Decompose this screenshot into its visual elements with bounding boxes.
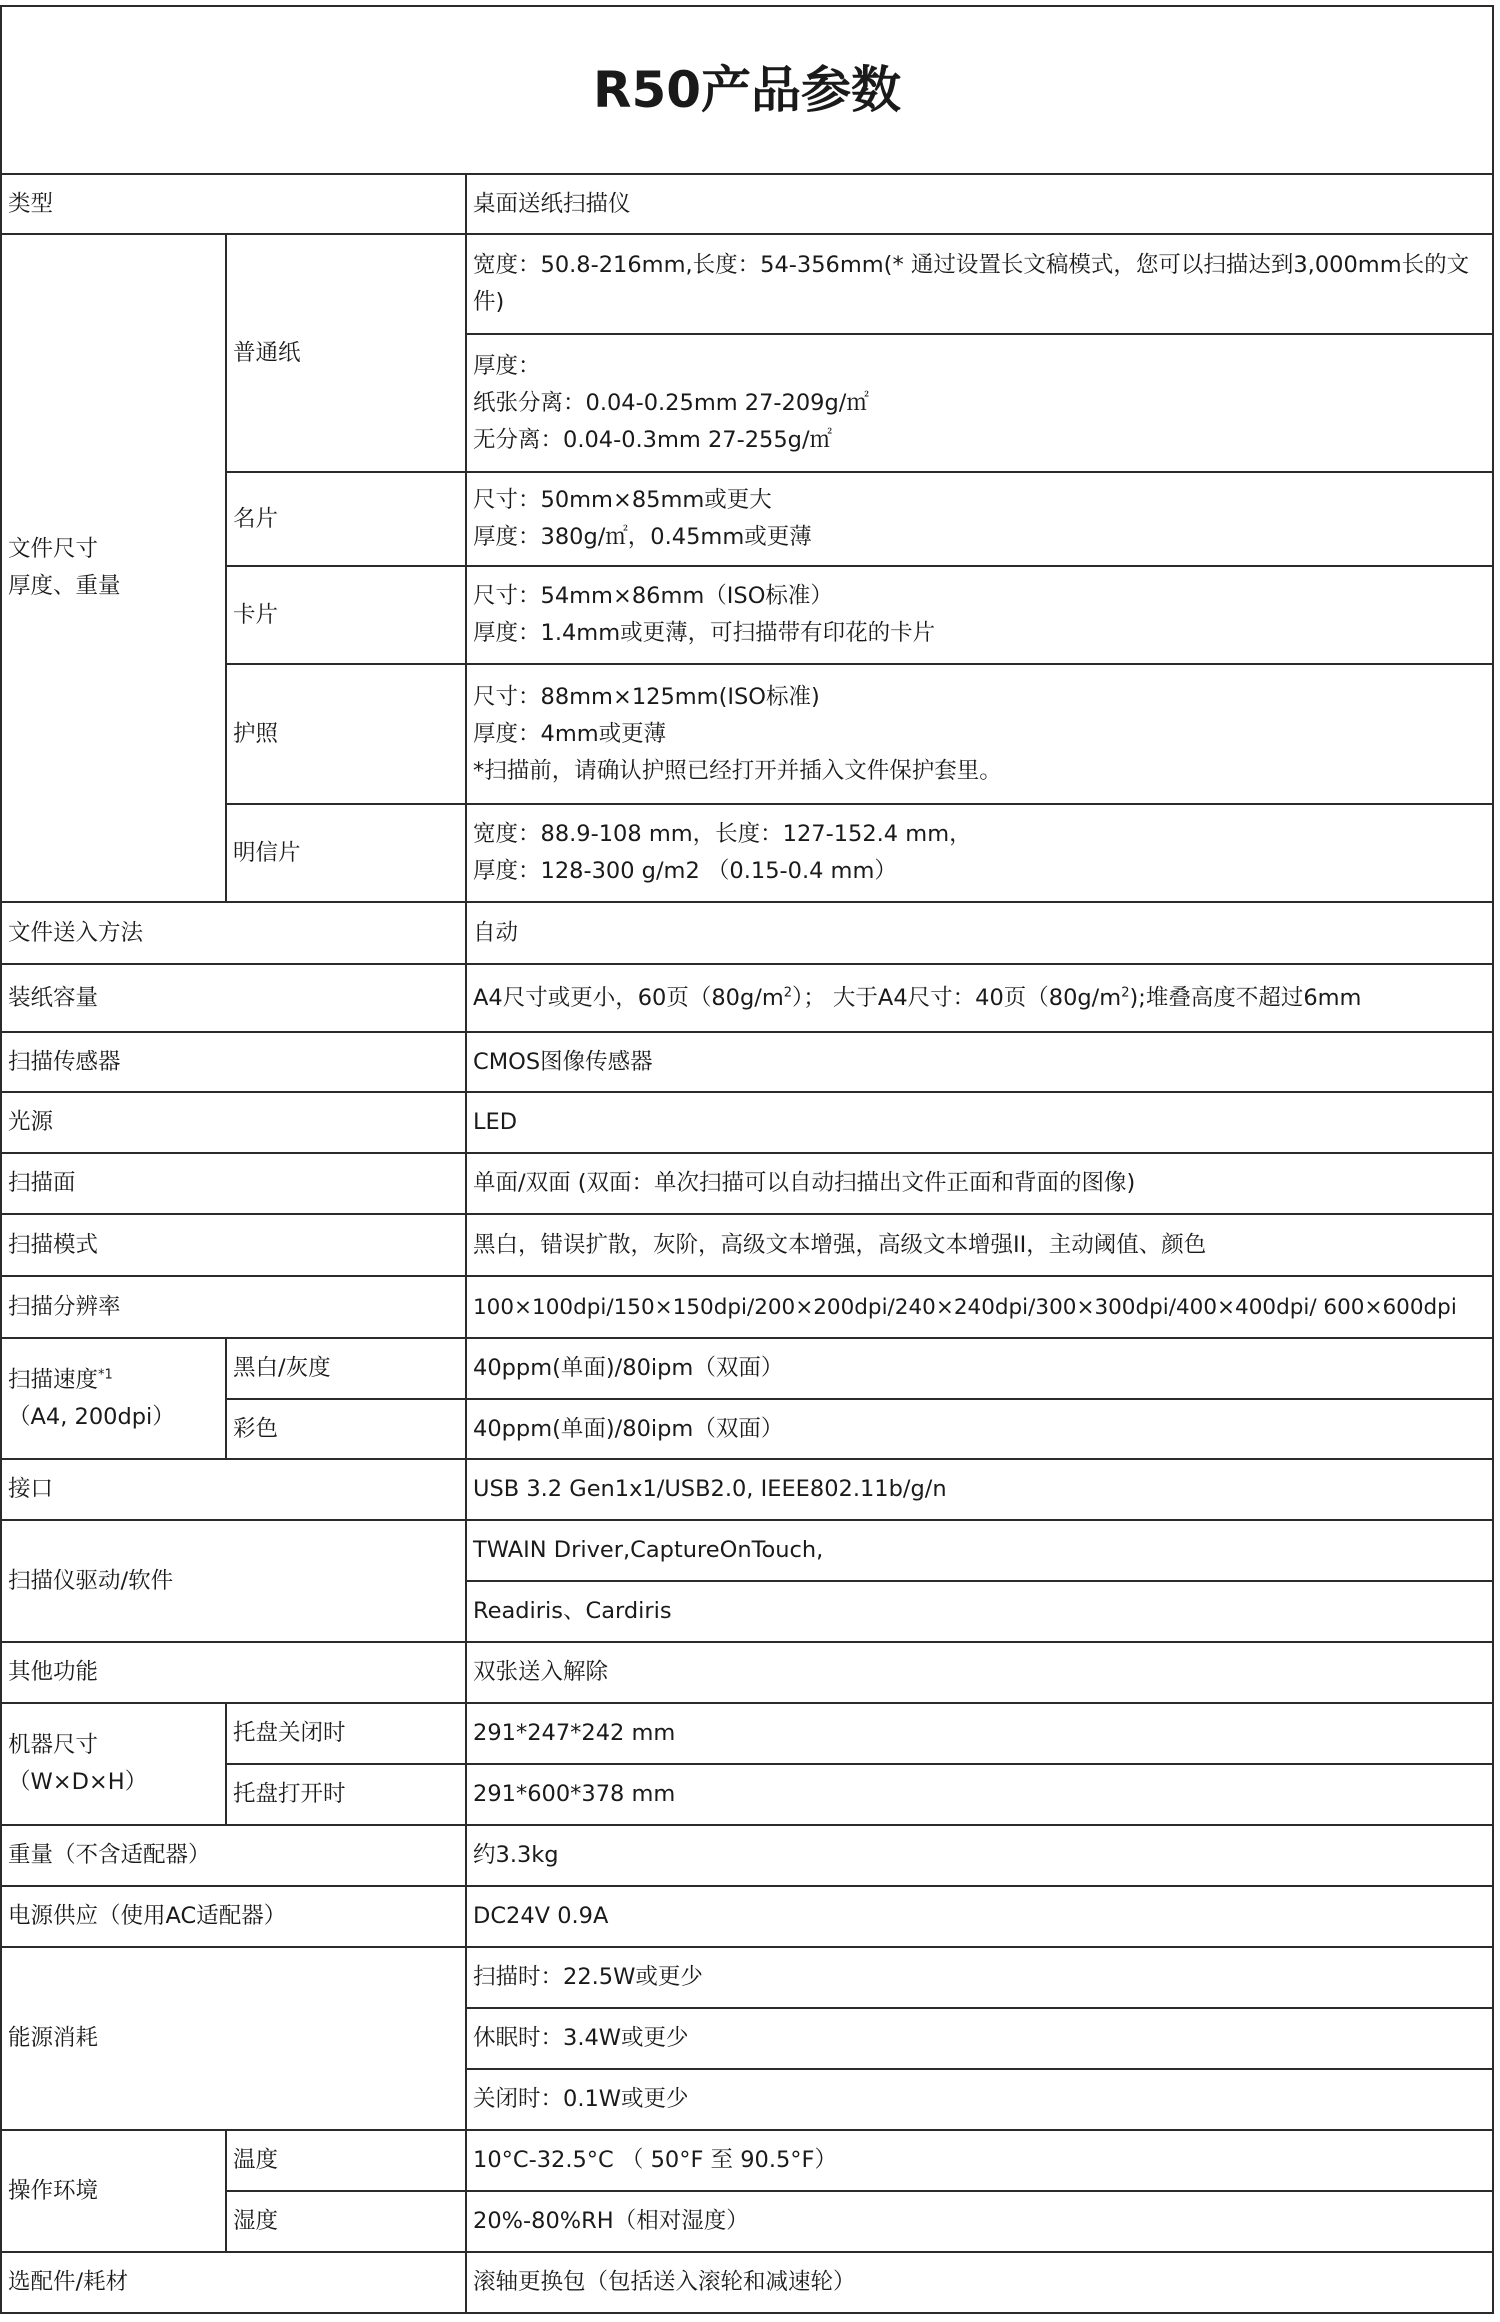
table-row [1, 1338, 1493, 1399]
row-label-env: 操作环境 [1, 2130, 226, 2252]
row-label-dimension: 机器尺寸 （W×D×H） [1, 1703, 226, 1825]
table-row [1, 1642, 1493, 1703]
page-title: R50产品参数 [1, 6, 1493, 174]
value-tray-closed: 291*247*242 mm [466, 1703, 1493, 1764]
row-value-feed: 自动 [466, 902, 1493, 964]
row-label-docsize: 文件尺寸 厚度、重量 [1, 234, 226, 902]
row-label-power: 电源供应（使用AC适配器） [1, 1886, 466, 1947]
speed-label: 扫描速度 [8, 1366, 99, 1393]
row-label-mode: 扫描模式 [1, 1214, 466, 1276]
row-value-mode: 黑白，错误扩散，灰阶，高级文本增强，高级文本增强II，主动阈值、颜色 [466, 1214, 1493, 1276]
table-row [1, 234, 1493, 334]
row-label-resolution: 扫描分辨率 [1, 1276, 466, 1338]
table-row [1, 902, 1493, 964]
table-row [1, 1886, 1493, 1947]
value-plain-paper-thickness: 厚度： 纸张分离：0.04-0.25mm 27-209g/㎡ 无分离：0.04-0.3mm 27-255g/㎡ [466, 334, 1493, 472]
row-value-side: 单面/双面 (双面：单次扫描可以自动扫描出文件正面和背面的图像) [466, 1153, 1493, 1214]
table-row [1, 1214, 1493, 1276]
row-value-resolution: 100×100dpi/150×150dpi/200×200dpi/240×240dpi/300×300dpi/400×400dpi/ 600×600dpi [466, 1276, 1493, 1338]
spec-table [0, 5, 1494, 2314]
row-value-options: 滚轴更换包（包括送入滚轮和减速轮） [466, 2252, 1493, 2313]
capacity-sup-b: 2 [1121, 985, 1130, 1000]
table-row [1, 1459, 1493, 1520]
speed-label-condition: （A4, 200dpi） [8, 1403, 175, 1430]
row-label-feed: 文件送入方法 [1, 902, 466, 964]
value-consumption-scan: 扫描时：22.5W或更少 [466, 1947, 1493, 2008]
table-row [1, 1092, 1493, 1153]
value-humidity: 20%-80%RH（相对湿度） [466, 2191, 1493, 2252]
row-value-capacity [466, 964, 1493, 1032]
capacity-text-a: A4尺寸或更小，60页（80g/m [473, 984, 784, 1011]
table-row [1, 1825, 1493, 1886]
row-label-consumption: 能源消耗 [1, 1947, 466, 2130]
value-temperature: 10°C-32.5°C （ 50°F 至 90.5°F） [466, 2130, 1493, 2191]
sub-label-tray-closed: 托盘关闭时 [226, 1703, 466, 1764]
row-value-other: 双张送入解除 [466, 1642, 1493, 1703]
table-row [1, 2252, 1493, 2313]
sub-label-speed-color: 彩色 [226, 1399, 466, 1459]
value-speed-bw: 40ppm(单面)/80ipm（双面） [466, 1338, 1493, 1399]
row-label-type: 类型 [1, 174, 466, 234]
row-label-light: 光源 [1, 1092, 466, 1153]
row-label-side: 扫描面 [1, 1153, 466, 1214]
sub-label-plain-paper: 普通纸 [226, 234, 466, 472]
sub-label-passport: 护照 [226, 664, 466, 804]
row-value-driver-2: Readiris、Cardiris [466, 1581, 1493, 1642]
sub-label-humidity: 湿度 [226, 2191, 466, 2252]
value-plain-paper-size: 宽度：50.8-216mm,长度：54-356mm(* 通过设置长文稿模式，您可以扫描达到3,000mm长的文件) [466, 234, 1493, 334]
capacity-sup-a: 2 [783, 985, 793, 1000]
row-value-power: DC24V 0.9A [466, 1886, 1493, 1947]
row-value-interface: USB 3.2 Gen1x1/USB2.0, IEEE802.11b/g/n [466, 1459, 1493, 1520]
table-row [1, 174, 1493, 234]
capacity-text-c: );堆叠高度不超过6mm [1129, 984, 1362, 1011]
row-label-other: 其他功能 [1, 1642, 466, 1703]
row-label-speed [1, 1338, 226, 1459]
table-row [1, 1703, 1493, 1764]
value-passport: 尺寸：88mm×125mm(ISO标准) 厚度：4mm或更薄 *扫描前，请确认护照已经打开并插入文件保护套里。 [466, 664, 1493, 804]
value-consumption-sleep: 休眠时：3.4W或更少 [466, 2008, 1493, 2069]
value-postcard: 宽度：88.9-108 mm，长度：127-152.4 mm， 厚度：128-300 g/m2 （0.15-0.4 mm） [466, 804, 1493, 902]
row-label-interface: 接口 [1, 1459, 466, 1520]
value-business-card: 尺寸：50mm×85mm或更大 厚度：380g/㎡，0.45mm或更薄 [466, 472, 1493, 566]
spec-sheet [0, 5, 1492, 2314]
row-label-sensor: 扫描传感器 [1, 1032, 466, 1092]
table-row [1, 2130, 1493, 2191]
sub-label-speed-bw: 黑白/灰度 [226, 1338, 466, 1399]
capacity-text-b: ）； 大于A4尺寸：40页（80g/m [792, 984, 1122, 1011]
sub-label-postcard: 明信片 [226, 804, 466, 902]
table-row [1, 1032, 1493, 1092]
value-card: 尺寸：54mm×86mm（ISO标准） 厚度：1.4mm或更薄，可扫描带有印花的卡片 [466, 566, 1493, 664]
row-label-capacity: 装纸容量 [1, 964, 466, 1032]
row-value-type: 桌面送纸扫描仪 [466, 174, 1493, 234]
row-value-driver-1: TWAIN Driver,CaptureOnTouch, [466, 1520, 1493, 1581]
table-row [1, 1947, 1493, 2008]
row-value-light: LED [466, 1092, 1493, 1153]
value-consumption-off: 关闭时：0.1W或更少 [466, 2069, 1493, 2130]
sub-label-temperature: 温度 [226, 2130, 466, 2191]
row-label-options: 选配件/耗材 [1, 2252, 466, 2313]
speed-footnote-mark: *1 [98, 1367, 113, 1382]
sub-label-card: 卡片 [226, 566, 466, 664]
title-row [1, 6, 1493, 174]
row-label-weight: 重量（不含适配器） [1, 1825, 466, 1886]
table-row [1, 964, 1493, 1032]
row-value-sensor: CMOS图像传感器 [466, 1032, 1493, 1092]
row-label-driver: 扫描仪驱动/软件 [1, 1520, 466, 1642]
value-tray-open: 291*600*378 mm [466, 1764, 1493, 1825]
value-speed-color: 40ppm(单面)/80ipm（双面） [466, 1399, 1493, 1459]
table-row [1, 1520, 1493, 1581]
table-row [1, 1153, 1493, 1214]
table-row [1, 1276, 1493, 1338]
sub-label-business-card: 名片 [226, 472, 466, 566]
sub-label-tray-open: 托盘打开时 [226, 1764, 466, 1825]
row-value-weight: 约3.3kg [466, 1825, 1493, 1886]
